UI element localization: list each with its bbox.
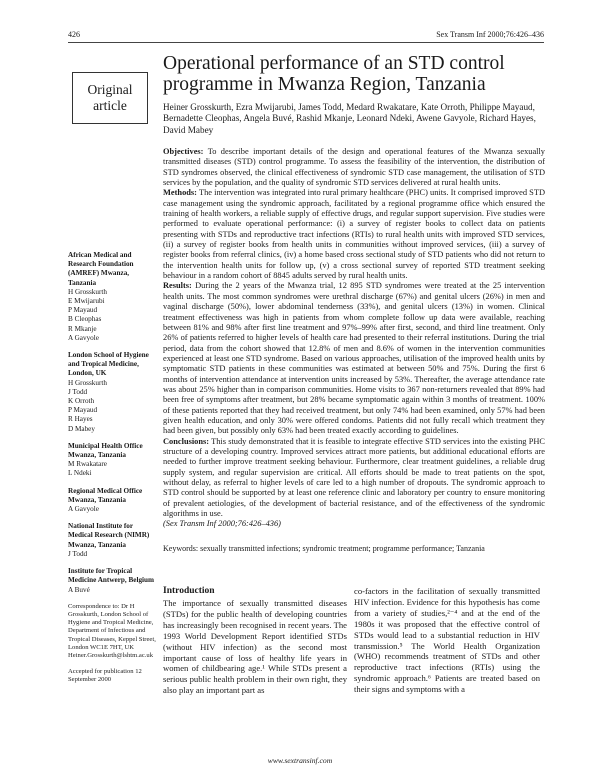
- affiliation-person: E Mwijarubi: [68, 297, 105, 306]
- article-title: Operational performance of an STD control programme in Mwanza Region, Tanzania: [163, 53, 505, 95]
- affiliation-person: K Orroth: [68, 397, 95, 406]
- abstract-results: [163, 281, 545, 436]
- affiliation: [68, 351, 156, 434]
- accepted-date: Accepted for publication 12 September 2000: [68, 668, 142, 684]
- objectives-text: To describe important details of the design and operational features of the Mwanza sexually transmitted diseases (STD) control programme. To assess the feasibility of the intervention, the distribution of STD syndromes observed, the clinical effectiveness of syndromic STD case management, the utilisation of STD services by the population, and the quality of syndromic STD services delivered at rural health units.: [163, 147, 545, 188]
- affiliation-person: A Buvé: [68, 585, 90, 594]
- journal-citation: Sex Transm Inf 2000;76:426–436: [436, 30, 544, 39]
- conclusions-label: Conclusions:: [163, 436, 210, 446]
- affiliation-name: African Medical and Research Foundation (AMREF) Mwanza, Tanzania: [68, 251, 134, 287]
- affiliation-person: H Grosskurth: [68, 287, 107, 296]
- affiliation: [68, 522, 156, 559]
- abstract: [163, 147, 545, 530]
- affiliation-person: B Cleophas: [68, 315, 102, 324]
- affiliation: [68, 442, 156, 479]
- affiliation-person: D Mabey: [68, 424, 95, 433]
- affiliation-person: L Ndeki: [68, 469, 92, 478]
- author-list: Heiner Grosskurth, Ezra Mwijarubi, James Todd, Medard Rwakatare, Kate Orroth, Philippe Mayaud, Bernadette Cleophas, Angela Buvé, Rashid Mkanje, Leonard Ndeki, Awene Gavyole, Richard Hayes, David Mabey: [163, 102, 536, 135]
- introduction-heading: Introduction: [163, 586, 215, 596]
- affiliation-person: P Mayaud: [68, 306, 98, 315]
- affiliation-person: P Mayaud: [68, 406, 98, 415]
- affiliation-person: R Hayes: [68, 415, 93, 424]
- affiliation-name: London School of Hygiene and Tropical Medicine, London, UK: [68, 351, 149, 378]
- correspondence: Correspondence to: Dr H Grosskurth, London School of Hygiene and Tropical Medicine, Department of Infectious and Tropical Diseases, Keppel Street, London WC1E 7HT, UK Heiner.Grosskurth@lshtm.ac.uk: [68, 602, 156, 659]
- abstract-methods: [163, 188, 545, 281]
- results-text: During the 2 years of the Mwanza trial, 12 895 STD syndromes were treated at the 25 intervention health units. The most common syndromes were urethral discharge (67%) and genital ulcers (26%) in men and vaginal discharge (50%), lower abdominal tenderness (33%), and genital ulcers (13%) in women. Clinical treatment effectiveness was high in patients from whom complete follow up data were available, reaching between 81% and 98% after first line treatment and 97%–99% after first, second, and third line treatment. Only 26% of patients referred to higher levels of health care had presented to their referral institutions. During the trial period, data from the cohort showed that 12.8% of men and 8.6% of women in the intervention communities experienced at least one STD syndrome. Based on various approaches, utilisation of the improved health units by symptomatic STD patients in these communities was estimated at between 50% and 75%. During the first 6 months of intervention attendance at intervention units increased by 53%. Thereafter, the average attendance rate was about 25% higher than in comparison communities. Home visits to 367 non-returners revealed that 89% had been free of symptoms after treatment, but 28% became symptomatic again within 3 months of treatment. 100% of these patients reported that they had received treatment, but only 74% had been examined, only 57% had been given health education, and only 30% were offered condoms. Patients did not fully recall which treatment they had been given, but possibly only 63% had been treated exactly according to guidelines.: [163, 281, 545, 436]
- header-rule: [68, 42, 544, 43]
- affiliation-name: Institute for Tropical Medicine Antwerp, Belgium: [68, 567, 155, 585]
- introduction-column-2: co-factors in the facilitation of sexually transmitted HIV infection. Evidence for this hypothesis has come from a variety of studies,²⁻⁴ and at the end of the 1980s it was proposed that the effective control of STDs would lead to a substantial reduction in HIV transmission.⁵ The World Health Organization (WHO) recommends treatment of STDs and other reproductive tract infections (RTIs) using the syndromic approach.⁶ Patients are treated based on their signs and symptoms with a: [354, 586, 540, 695]
- affiliation-name: National Institute for Medical Research (NIMR) Mwanza, Tanzania: [68, 522, 150, 549]
- methods-label: Methods:: [163, 188, 197, 198]
- affiliations-sidebar: [68, 251, 156, 685]
- affiliation-person: J Todd: [68, 387, 88, 396]
- affiliation-person: J Todd: [68, 549, 88, 558]
- objectives-label: Objectives:: [163, 147, 204, 156]
- methods-text: The intervention was integrated into rural primary healthcare (PHC) units. It comprised improved STD case management using the syndromic approach, facilitated by a regional programme office which ensured the training of health workers, a reliable supply of effective drugs, and regular support supervision. Five studies were performed to evaluate operational performance: (i) a survey of register books to collect data on patients presenting with STDs and reproductive tract infections (RTIs) to rural health units with improved STD services, (ii) a survey of register books from health units in communities without improved services, (iii) a survey of register books from referral clinics, (iv) a home based cross sectional study of STD patients who did not return to the intervention health units for follow up, (v) a cross sectional survey of reported STD treatment seeking behaviour in a random cohort of 8845 adults served by rural health units.: [163, 188, 545, 281]
- abstract-citation: (Sex Transm Inf 2000;76:426–436): [163, 519, 281, 529]
- affiliation-person: R Mkanje: [68, 324, 97, 333]
- results-label: Results:: [163, 281, 192, 291]
- affiliation-person: A Gavyole: [68, 333, 99, 342]
- page-number: 426: [68, 30, 80, 39]
- journal-website[interactable]: www.sextransinf.com: [267, 756, 333, 765]
- conclusions-text: This study demonstrated that it is feasible to integrate effective STD services into the existing PHC structure of a developing country. Improved services attract more patients, but additional educational efforts are needed to further improve treatment seeking behaviour. Furthermore, clear treatment guidelines, a reliable drug supply system, and regular supervision are critical. All efforts should be made to treat patients on the spot, without delay, as referral to higher levels of care led to a high number of dropouts. The syndromic approach to STD control should be supported by at least one reference clinic and laboratory per country to ensure monitoring of prevalent aetiologies, of the development of bacterial resistance, and of the effectiveness of the syndromic algorithms in use.: [163, 436, 545, 519]
- abstract-conclusions: [163, 437, 545, 520]
- affiliation: [68, 487, 156, 515]
- affiliation-person: H Grosskurth: [68, 378, 107, 387]
- badge-line1: Original: [87, 82, 133, 97]
- affiliation-name: Regional Medical Office Mwanza, Tanzania: [68, 486, 143, 504]
- article-type-badge: [72, 72, 148, 124]
- affiliation-name: Municipal Health Office Mwanza, Tanzania: [68, 441, 143, 460]
- affiliation: [68, 567, 156, 595]
- affiliation-person: M Rwakatare: [68, 460, 107, 469]
- introduction-column-1: The importance of sexually transmitted diseases (STDs) for the public health of developing countries has increasingly been recognised in recent years. The 1993 World Development Report identified STDs (without HIV infection) as the second most important cause of loss of healthy life years in women of childbearing age.¹ While STDs present a serious public health problem in their own right, they also play an important part as: [163, 598, 347, 696]
- abstract-objectives: [163, 147, 545, 188]
- keywords: Keywords: sexually transmitted infections; syndromic treatment; programme performance; Tanzania: [163, 544, 485, 553]
- badge-line2: article: [93, 98, 127, 113]
- affiliation-person: A Gavyole: [68, 505, 99, 514]
- affiliation: [68, 251, 156, 343]
